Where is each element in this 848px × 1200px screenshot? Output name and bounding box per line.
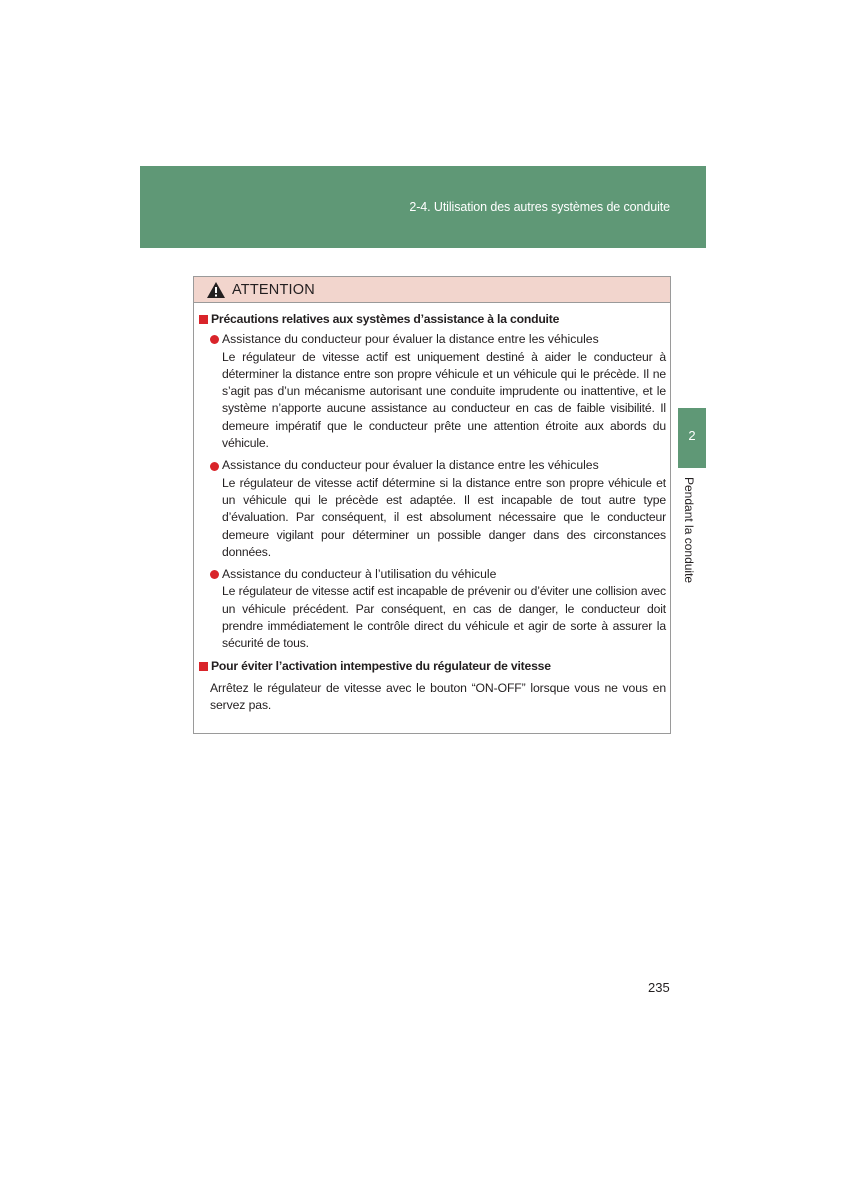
section-heading xyxy=(199,311,666,328)
list-item-text: Le régulateur de vitesse actif détermine si la distance entre son propre véhicule et un véhicule qui le précède est adaptée. Il est incapable de tout autre type d’évaluation. Par conséquent, il est absolument nécessaire que le conducteur demeure vigilant pour déterminer un possible danger dans des circonstances données. xyxy=(222,475,666,559)
dot-bullet-icon xyxy=(210,570,219,579)
list-item xyxy=(210,566,666,652)
list-item-title xyxy=(210,457,666,474)
list-item-title-text: Assistance du conducteur à l’utilisation du véhicule xyxy=(222,567,497,582)
attention-header xyxy=(194,277,670,303)
dot-bullet-icon xyxy=(210,335,219,344)
attention-title: ATTENTION xyxy=(232,281,315,298)
section-paragraph: Arrêtez le régulateur de vitesse avec le bouton “ON-OFF” lorsque vous ne vous en servez pas. xyxy=(210,680,666,713)
section-header-band xyxy=(140,166,706,248)
square-bullet-icon xyxy=(199,315,208,324)
attention-body xyxy=(194,303,670,715)
section-heading-text: Précautions relatives aux systèmes d’assistance à la conduite xyxy=(211,312,560,326)
section-heading xyxy=(199,658,666,675)
list-item-title-text: Assistance du conducteur pour évaluer la distance entre les véhicules xyxy=(222,332,599,347)
section-heading-text: Pour éviter l’activation intempestive du régulateur de vitesse xyxy=(211,658,551,673)
list-item xyxy=(210,457,666,561)
page-number: 235 xyxy=(648,980,670,995)
chapter-number: 2 xyxy=(688,428,696,443)
warning-triangle-icon xyxy=(206,281,226,299)
chapter-label: Pendant la conduite xyxy=(682,477,696,584)
attention-box xyxy=(193,276,671,734)
section-title: 2-4. Utilisation des autres systèmes de conduite xyxy=(409,200,670,214)
square-bullet-icon xyxy=(199,662,208,671)
list-item-title-text: Assistance du conducteur pour évaluer la distance entre les véhicules xyxy=(222,458,599,473)
dot-bullet-icon xyxy=(210,462,219,471)
list-item-title xyxy=(210,331,666,348)
list-item xyxy=(210,331,666,452)
list-item-text: Le régulateur de vitesse actif est incapable de prévenir ou d’éviter une collision avec un véhicule précédent. Par conséquent, en cas de danger, le conducteur doit prendre immédiatement le contrôle direct du véhicule et agir de sorte à assurer la sécurité de tous. xyxy=(222,584,666,651)
list-item-title xyxy=(210,566,666,583)
list-item-text: Le régulateur de vitesse actif est uniquement destiné à aider le conducteur à déterminer la distance entre son propre véhicule et un véhicule qui le précède. Il ne s’agit pas d’un mécanisme autorisant une conduite imprudente ou inattentive, et le système n’apporte aucune assistance au conducteur en cas de faible visibilité. Il demeure impératif que le conducteur prête une attention étroite aux abords du véhicule. xyxy=(222,349,666,451)
chapter-tab xyxy=(678,408,706,468)
